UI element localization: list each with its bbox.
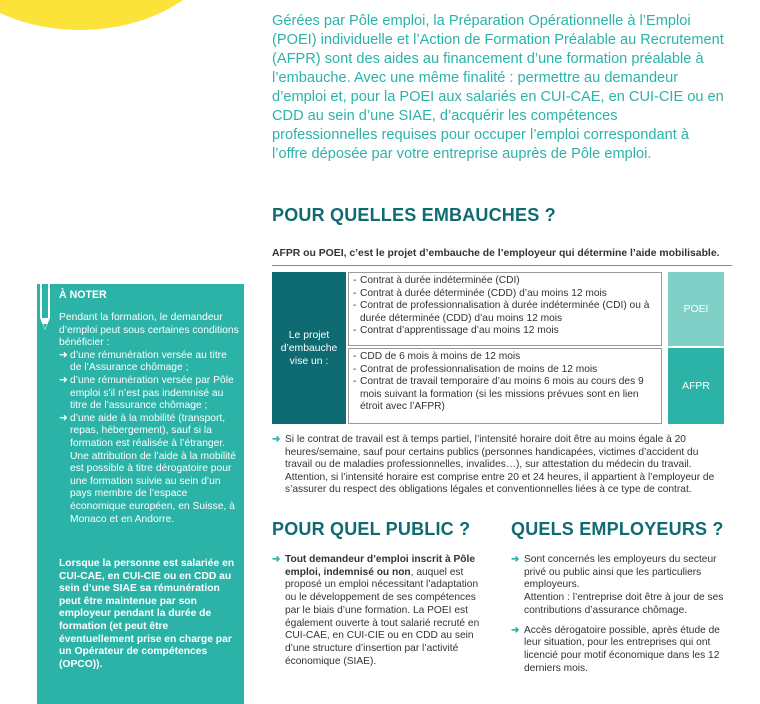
- list-item: ➜ d’une aide à la mobilité (transport, repas, hébergement), sauf si la formation est réalisée à l’étranger. Une attribution de l’aide à la mobilité est possible à titre dérogatoire pour une formation suivie au sein d’un pays membre de l’espace économique européen, en Suisse, à Monaco et en Andorre.: [59, 412, 236, 525]
- intro-paragraph: Gérées par Pôle emploi, la Préparation Opérationnelle à l’Emploi (POEI) individuelle et l’Action de Formation Préalable au Recrutement (AFPR) sont des aides au financement d’une formation préalable à l’embauche. Avec une même finalité : permettre au demandeur d’emploi et, pour la POEI aux salariés en CUI-CAE, en CUI-CIE ou en CDD au sein d’une SIAE, d’acquérir les compétences professionnelles requises pour occuper l’emploi correspondant à l’offre déposée par votre entreprise auprès de Pôle emploi.: [272, 13, 724, 162]
- poei-tag: POEI: [668, 272, 724, 346]
- sidebar-title: À NOTER: [59, 289, 107, 301]
- part-time-note: ➜ Si le contrat de travail est à temps partiel, l’intensité horaire doit être au moins égale à 20 heures/semaine, sauf pour certains publics (personnes handicapées, victimes d’accident du travail ou de maladies professionnelles, invalides…), sur attestation du médecin du travail. Attention, si l’intensité horaire est comprise entre 20 et 24 heures, il appartient à l’employeur de s’assurer du respect des obligations légales et conventionnelles liées à ce type de contrat.: [272, 434, 715, 496]
- public-description: ➜ Tout demandeur d’emploi inscrit à Pôle emploi, indemnisé ou non, auquel est proposé un emploi nécessitant l’adaptation ou le développement de ses compétences par le biais d’une formation. La POEI est également ouverte à tout salarié recruté en CUI-CAE, en CUI-CIE ou en CDD au sein d’une structure d’insertion par l’activité économique (SIAE).: [272, 554, 480, 667]
- sidebar-body: Pendant la formation, le demandeur d’emploi peut sous certaines conditions bénéficier : ➜ d’une rémunération versée au titre de l’Assurance chômage ; ➜ d’une rémunération versée par Pôle emploi s’il n’est pas indemnisé au titre de l’assurance chômage ; ➜ d’une aide à la mobilité (transport, repas, hébergement), sauf si la formation est réalisée à l’étranger. Une attribution de l’aide à la mobilité est possible à titre dérogatoire pour une formation suivie au sein d’un pays membre de l’espace économique européen, en Suisse, à Monaco et en Andorre.: [59, 312, 239, 525]
- poei-contract-list: [348, 272, 662, 346]
- arrow-icon: ➜: [272, 434, 281, 445]
- arrow-icon: ➜: [272, 554, 281, 565]
- arrow-icon: ➜: [511, 624, 520, 636]
- list-item: ➜ d’une rémunération versée par Pôle emploi s’il n’est pas indemnisé au titre de l’assurance chômage ;: [59, 374, 234, 412]
- section-lead: AFPR ou POEI, c’est le projet d’embauche de l’employeur qui détermine l’aide mobilisable.: [272, 248, 732, 266]
- employers-description: ➜ Sont concernés les employeurs du secteur privé ou public ainsi que les particuliers employeurs. Attention : l’entreprise doit être à jour de ses contributions d’assurance chômage. ➜ Accès dérogatoire possible, après étude de leur situation, pour les entreprises qui ont licencié pour motif économique dans les 12 derniers mois.: [511, 554, 724, 674]
- list-item: - Contrat de professionnalisation de moins de 12 mois: [353, 363, 598, 375]
- section-title-employeurs: QUELS EMPLOYEURS ?: [511, 519, 724, 539]
- note-sidebar: [37, 284, 244, 704]
- section-title-public: POUR QUEL PUBLIC ?: [272, 519, 471, 539]
- list-item: - Contrat de travail temporaire d’au moins 6 mois au cours des 9 mois suivant la formation (si les missions prévues sont en lien étroit avec l’AFPR): [353, 376, 644, 413]
- list-item: - Contrat de professionnalisation à durée indéterminée (CDI) ou à durée déterminée (CDD) d’au moins 12 mois: [353, 300, 650, 324]
- table-row-label: Le projet d’embauche vise un :: [272, 272, 346, 424]
- decorative-yellow-shape: [0, 0, 230, 30]
- list-item: - Contrat à durée déterminée (CDD) d’au moins 12 mois: [353, 287, 607, 299]
- afpr-contract-list: [348, 348, 662, 424]
- contract-table: [272, 272, 724, 424]
- section-title-embauches: POUR QUELLES EMBAUCHES ?: [272, 205, 556, 225]
- pencil-icon: [37, 284, 53, 332]
- list-item: - Contrat à durée indéterminée (CDI): [353, 275, 520, 286]
- arrow-icon: ➜: [511, 554, 520, 565]
- sidebar-employee-note: Lorsque la personne est salariée en CUI-CAE, en CUI-CIE ou en CDD au sein d’une SIAE sa rémunération peut être maintenue par son employeur pendant la durée de formation (et peut être éventuellement prise en charge par un Opérateur de compétences (OPCO)).: [59, 558, 235, 670]
- list-item: - CDD de 6 mois à moins de 12 mois: [353, 351, 521, 362]
- list-item: ➜ d’une rémunération versée au titre de l’Assurance chômage ;: [59, 349, 227, 374]
- afpr-tag: AFPR: [668, 348, 724, 424]
- list-item: - Contrat d’apprentissage d’au moins 12 mois: [353, 325, 559, 337]
